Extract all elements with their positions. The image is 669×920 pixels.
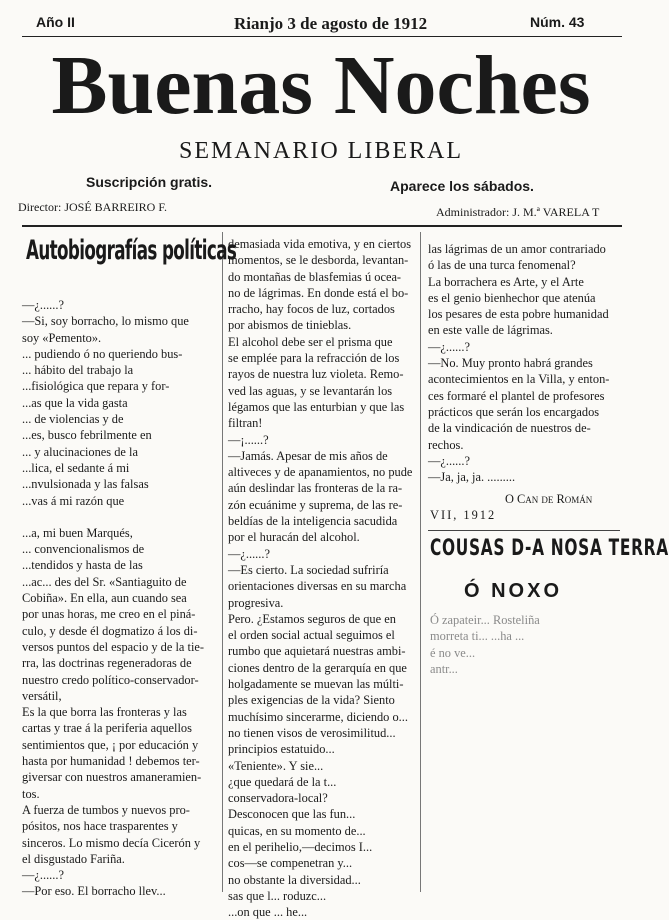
text-line: —¡......?	[228, 432, 269, 447]
text-line: —¿......?	[22, 298, 64, 312]
section-subheading: Ó NOXO	[464, 580, 563, 602]
text-line: —Por eso. El borracho llev...	[22, 884, 166, 899]
text-line: —Es cierto. La sociedad sufriría	[228, 562, 389, 577]
text-line: sentimientos que, ¡ por educación y	[22, 737, 199, 752]
director-credit: Director: JOSÉ BARREIRO F.	[18, 200, 168, 214]
text-line: —Si, soy borracho, lo mismo que	[22, 314, 189, 329]
article-column-3	[428, 241, 618, 485]
text-line: ... pudiendo ó no queriendo bus-	[22, 346, 183, 361]
text-line: sas que l... roduzc...	[228, 888, 327, 903]
text-line: giversar con nuestros amaneramien-	[22, 770, 202, 785]
text-line: ... convencionalismos de	[22, 542, 145, 557]
publication-note: Aparece los sábados.	[390, 178, 534, 194]
text-line: rra, las doctrinas regeneradoras de	[22, 656, 192, 671]
text-line: filtran!	[228, 416, 263, 431]
text-line: —¿......?	[22, 868, 64, 883]
text-line: versos puntos del espacio y de la tie-	[22, 639, 205, 654]
text-line: por el huracán del alcohol.	[228, 530, 360, 545]
text-line: las lágrimas de un amor contrariado	[428, 242, 606, 256]
column-divider-1	[222, 232, 223, 892]
text-line: ...vas á mi razón que	[22, 493, 125, 508]
text-line: rechos.	[428, 437, 464, 452]
text-line: Pero. ¿Estamos seguros de que en	[228, 611, 396, 626]
text-line: principios estatuido...	[228, 742, 335, 757]
text-line: ...ac... des del Sr. «Santiaguito de	[22, 574, 187, 589]
text-line: hasta por humanidad ! debemos ter-	[22, 754, 200, 769]
article-column-2	[228, 236, 414, 920]
text-line: no obstante la diversidad...	[228, 872, 361, 887]
text-line: ...es, busco febrilmente en	[22, 428, 152, 443]
issue-number: Núm. 43	[530, 14, 585, 30]
section-rule	[428, 530, 620, 531]
newspaper-title: Buenas Noches	[51, 39, 591, 132]
text-line: altiveces y de apanamientos, no pude	[228, 465, 413, 480]
text-line: se emplée para la refracción de los	[228, 351, 400, 366]
text-line: momentos, se le desborda, levantan-	[228, 253, 409, 268]
text-line: Es la que borra las fronteras y las	[22, 705, 187, 720]
text-line: ó las de una turca fenomenal?	[428, 258, 576, 273]
text-line: orientaciones diversas en su marcha	[228, 579, 407, 594]
text-line: ¿que quedará de la t...	[228, 774, 337, 789]
top-rule	[22, 36, 622, 37]
text-line: —Jamás. Apesar de mis años de	[228, 448, 388, 463]
text-line: ... hábito del trabajo la	[22, 363, 134, 378]
issue-year: Año II	[36, 14, 75, 30]
text-line: culo, y desde él dogmatizo á los di-	[22, 623, 198, 638]
text-line: ... y alucinaciones de la	[22, 444, 138, 459]
text-line: —¿......?	[428, 453, 470, 468]
text-line: ved las aguas, y se levantarán los	[228, 383, 393, 398]
text-line: acontecimientos en la Villa, y enton-	[428, 372, 610, 387]
text-line: soy «Pemento».	[22, 330, 102, 345]
text-line: el orden social actual seguimos el	[228, 628, 395, 643]
administrator-credit: Administrador: J. M.ª VARELA T	[436, 205, 600, 219]
text-line: Ó zapateir... Rosteliña	[430, 613, 540, 627]
text-line: do montañas de blasfemias ú ocea-	[228, 269, 402, 284]
text-line: rayos de nuestra luz violeta. Remo-	[228, 367, 404, 382]
text-line: ...nvulsionada y las falsas	[22, 477, 149, 492]
text-line: ...on que ... he...	[228, 905, 308, 920]
newspaper-subtitle: SEMANARIO LIBERAL	[179, 138, 463, 164]
text-line: nuestro credo político-conservador-	[22, 672, 199, 687]
text-line: pósitos, nos hace trasparentes y	[22, 819, 178, 834]
text-line: rracho, hay focos de luz, cortados	[228, 302, 395, 317]
article-column-1	[22, 297, 214, 900]
section-body	[430, 612, 620, 677]
issue-date: Rianjo 3 de agosto de 1912	[234, 14, 428, 33]
text-line: holgadamente se muevan las múlti-	[228, 677, 404, 692]
text-line: en este valle de lágrimas.	[428, 323, 553, 338]
text-line: no tienen visos de verosimilitud...	[228, 725, 396, 740]
article-signature-date: VII, 1912	[430, 508, 497, 522]
text-line: La borrachera es Arte, y el Arte	[428, 274, 584, 289]
text-line: —Ja, ja, ja. .........	[428, 470, 516, 485]
text-line: muchísimo sincerarme, diciendo o...	[228, 709, 408, 724]
text-line: é no ve...	[430, 645, 476, 660]
text-line: rumbo que aquietará nuestras ambi-	[228, 644, 406, 659]
text-line: sinceros. Lo mismo decía Cicerón y	[22, 835, 201, 850]
text-line: morreta ti... ...ha ...	[430, 629, 525, 644]
text-line: ...lica, el sedante á mi	[22, 460, 130, 475]
text-line: A fuerza de tumbos y nuevos pro-	[22, 802, 190, 817]
text-line: —¿......?	[228, 546, 270, 561]
text-line: aún deslindar las fronteras de la ra-	[228, 481, 403, 496]
text-line: —No. Muy pronto habrá grandes	[428, 356, 593, 371]
text-line: progresiva.	[228, 595, 284, 610]
text-line: no de lágrimas. En donde está el bo-	[228, 285, 409, 300]
text-line: versátil,	[22, 688, 62, 703]
text-line: El alcohol debe ser el prisma que	[228, 334, 393, 349]
article-headline: Autobiografías políticas	[26, 235, 237, 266]
subscription-note: Suscripción gratis.	[86, 174, 213, 190]
text-line: antr...	[430, 661, 458, 676]
text-line: tos.	[22, 786, 40, 801]
text-line: en el perihelio,—decimos I...	[228, 839, 373, 854]
text-line: ...as que la vida gasta	[22, 395, 128, 410]
article-signature: O Can de Román	[505, 492, 593, 506]
text-line: de la vindicación de nuestros de-	[428, 421, 591, 436]
text-line: ciones dentro de la gerarquía en que	[228, 660, 407, 675]
column-divider-2	[420, 232, 421, 892]
text-line: ples exigencias de la vida? Siento	[228, 693, 395, 708]
text-line: cartas y trae á la periferia aquellos	[22, 721, 192, 736]
text-line: ... de violencias y de	[22, 412, 124, 427]
text-line	[22, 509, 214, 525]
text-line: beldías de la inteligencia sacudida	[228, 514, 398, 529]
text-line: por unas horas, me creo en el piná-	[22, 607, 196, 622]
text-line: légamos que las enturbian y que las	[228, 399, 405, 414]
text-line: ...a, mi buen Marqués,	[22, 525, 133, 540]
text-line: Cobiña». En ella, aun cuando sea	[22, 591, 187, 606]
text-line: —¿......?	[428, 339, 470, 354]
text-line: es el genio bienhechor que atenúa	[428, 290, 596, 305]
text-line: ...tendidos y hasta de las	[22, 558, 143, 573]
text-line: ces formaré el plantel de profesores	[428, 388, 605, 403]
text-line: quicas, en su momento de...	[228, 823, 366, 838]
text-line: conservadora-local?	[228, 791, 328, 806]
text-line: el disgustado Fariña.	[22, 851, 125, 866]
text-line: los pesares de esta pobre humanidad	[428, 307, 609, 322]
text-line: zón ecuánime y suprema, de las re-	[228, 497, 403, 512]
text-line: demasiada vida emotiva, y en ciertos	[228, 237, 412, 251]
masthead-rule	[22, 225, 622, 227]
text-line: por abismos de tinieblas.	[228, 318, 352, 333]
text-line: «Teniente». Y sie...	[228, 758, 324, 773]
text-line: Desconocen que las fun...	[228, 807, 356, 822]
text-line: ...fisiológica que repara y for-	[22, 379, 170, 394]
section-heading: COUSAS D-A NOSA TERRA	[430, 536, 669, 561]
text-line: prácticos que serán los encargados	[428, 404, 600, 419]
text-line: cos—se compenetran y...	[228, 856, 353, 871]
